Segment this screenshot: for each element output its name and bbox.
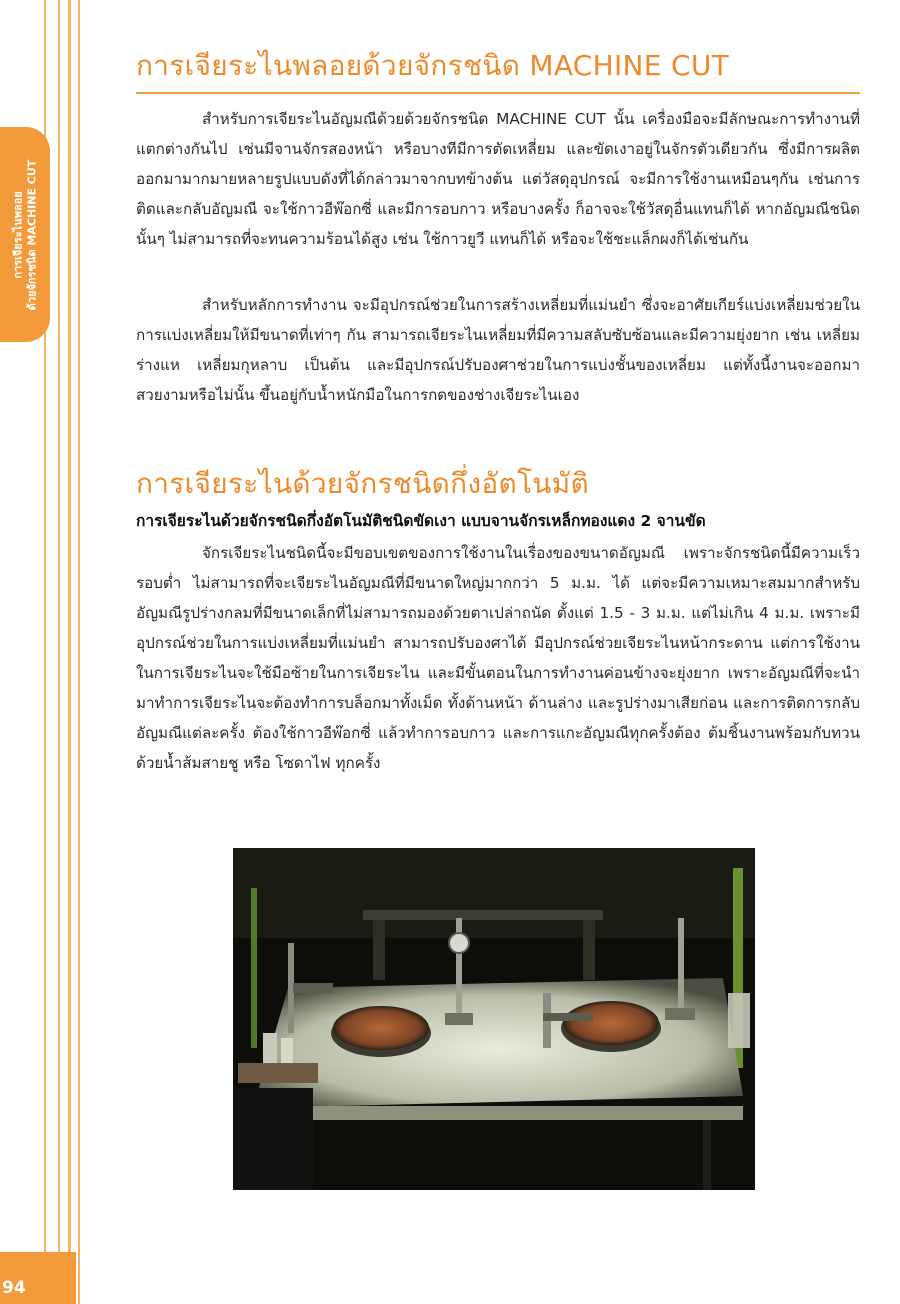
section1-paragraph2: สำหรับหลักการทำงาน จะมีอุปกรณ์ช่วยในการสร้างเหลี่ยมที่แม่นยำ ซึ่งจะอาศัยเกียร์แบ่งเหลี่ยมช่วยในการแบ่งเหลี่ยมให้มีขนาดที่เท่าๆ กัน สามารถเจียระไนเหลี่ยมที่มีความสลับซับซ้อนและมีความยุ่งยาก เช่น เหลี่ยมร่างแห เหลี่ยมกุหลาบ เป็นต้น และมีอุปกรณ์ปรับองศาช่วยในการแบ่งชั้นของเหลี่ยม แต่ทั้งนี้งานจะออกมาสวยงามหรือไม่นั้น ขึ้นอยู่กับน้ำหนักมือในการกดของช่างเจียระไนเอง — [136, 296, 860, 404]
page-number-box — [0, 1252, 76, 1304]
section2-subheading: การเจียระไนด้วยจักรชนิดกึ่งอัตโนมัติชนิดขัดเงา แบบจานจักรเหล็กทองแดง 2 จานขัด — [136, 512, 706, 530]
side-tab-line1: การเจียระไนพลอย — [11, 190, 25, 279]
grinding-machine-photo — [233, 848, 755, 1190]
chapter-side-tab-text — [11, 159, 39, 310]
section2-title: การเจียระไนด้วยจักรชนิดกึ่งอัตโนมัติ — [136, 467, 589, 500]
margin-decorative-lines — [44, 0, 84, 1304]
page-number: 94 — [2, 1278, 26, 1298]
section1-title: การเจียระไนพลอยด้วยจักรชนิด MACHINE CUT — [136, 49, 730, 82]
section1-paragraph1: สำหรับการเจียระไนอัญมณีด้วยด้วยจักรชนิด MACHINE CUT นั้น เครื่องมือจะมีลักษณะการทำงานที่แตกต่างกันไป เช่นมีจานจักรสองหน้า หรือบางทีมีการตัดเหลี่ยม และขัดเงาอยู่ในจักรตัวเดียวกัน ซึ่งมีการผลิตออกมามากมายหลายรูปแบบดังที่ได้กล่าวมาจากบทข้างต้น แต่วัสดุอุปกรณ์ จะมีการใช้งานเหมือนๆกัน เช่นการติดและกลับอัญมณี จะใช้กาวอีพ๊อกซี่ และมีการอบกาว หรือบางครั้ง ก็อาจจะใช้วัสดุอื่นแทนก็ได้ หากอัญมณีชนิดนั้นๆ ไม่สามารถที่จะทนความร้อนได้สูง เช่น ใช้กาวยูวี แทนก็ได้ หรือจะใช้ชะแล็กผงก็ได้เช่นกัน — [136, 110, 860, 248]
side-tab-line2: ด้วยจักรชนิด MACHINE CUT — [25, 159, 39, 310]
title-underline — [136, 92, 860, 94]
section2-paragraph: จักรเจียระไนชนิดนี้จะมีขอบเขตของการใช้งานในเรื่องของขนาดอัญมณี เพราะจักรชนิดนี้มีความเร็วรอบต่ำ ไม่สามารถที่จะเจียระไนอัญมณีที่มีขนาดใหญ่มากกว่า 5 ม.ม. ได้ แต่จะมีความเหมาะสมมากสำหรับอัญมณีรูปร่างกลมที่มีขนาดเล็กที่ไม่สามารถมองด้วยตาเปล่าถนัด ตั้งแต่ 1.5 - 3 ม.ม. แต่ไม่เกิน 4 ม.ม. เพราะมีอุปกรณ์ช่วยในการแบ่งเหลี่ยมที่แม่นยำ สามารถปรับองศาได้ มีอุปกรณ์ช่วยเจียระไนหน้ากระดาน แต่การใช้งานในการเจียระไนจะใช้มือซ้ายในการเจียระไน และมีขั้นตอนในการทำงานค่อนข้างจะยุ่งยาก เพราะอัญมณีที่จะนำมาทำการเจียระไนจะต้องทำการบล็อกมาทั้งเม็ด ทั้งด้านหน้า ด้านล่าง และรูปร่างมาเสียก่อน และการติดการกลับอัญมณีแต่ละครั้ง ต้องใช้กาวอีพ๊อกซี่ แล้วทำการอบกาว และการแกะอัญมณีทุกครั้งต้อง ต้มชิ้นงานพร้อมกับทวนด้วยน้ำส้มสายชู หรือ โซดาไฟ ทุกครั้ง — [136, 544, 860, 772]
chapter-side-tab — [0, 127, 50, 342]
